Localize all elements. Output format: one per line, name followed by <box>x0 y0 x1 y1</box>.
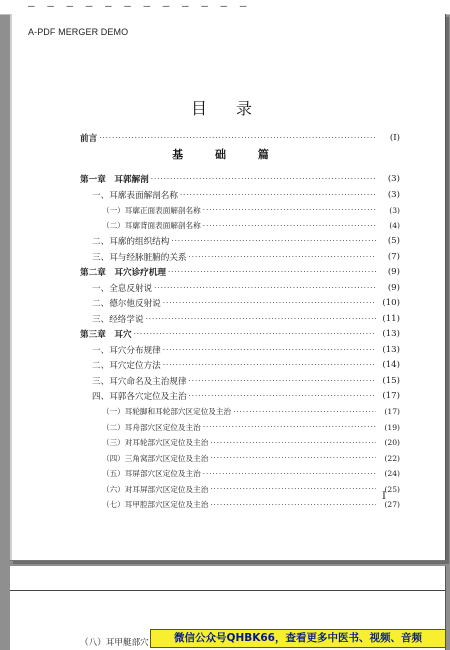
toc-row[interactable] <box>102 467 400 481</box>
toc-label: （六）对耳屏部穴区定位及主治 <box>102 484 209 494</box>
toc-leader-dots <box>210 454 376 462</box>
toc-leader-dots <box>171 237 376 245</box>
top-scroll-bar <box>0 0 450 15</box>
toc-page: (14) <box>382 360 400 370</box>
document-page <box>10 14 446 561</box>
toc-label: 二、德尔他反射说 <box>92 299 161 309</box>
toc-page: (3) <box>387 174 400 184</box>
toc-page: (7) <box>387 251 400 262</box>
toc-label: 三、耳与经脉脏腑的关系 <box>92 252 187 263</box>
toc-leader-dots <box>203 470 376 478</box>
toc-page: (11) <box>382 313 400 324</box>
toc-page: (3) <box>387 189 400 200</box>
toc-row[interactable] <box>102 482 400 496</box>
toc-row[interactable] <box>80 327 400 341</box>
toc-leader-dots <box>233 408 376 416</box>
toc-leader-dots <box>134 330 376 338</box>
toc-page: (24) <box>384 469 400 478</box>
toc-label: （一）耳廓正面表面解剖名称 <box>102 205 201 215</box>
toc-leader-dots <box>163 299 376 307</box>
toc-page: (19) <box>384 422 400 432</box>
toc-leader-dots <box>189 253 376 261</box>
page-edge <box>10 14 12 560</box>
toc-page: (13) <box>382 329 400 339</box>
toc-leader-dots <box>168 268 376 276</box>
toc-label: （二）耳廓背面表面解剖名称 <box>102 221 201 230</box>
toc-leader-dots <box>151 175 376 183</box>
promo-banner[interactable]: 微信公众号QHBK66，查看更多中医书、视频、音频 <box>150 629 446 648</box>
toc-leader-dots <box>189 392 376 400</box>
toc-label: 二、耳穴定位方法 <box>92 361 161 371</box>
toc-page: (13) <box>382 344 400 355</box>
header-rule <box>10 590 445 591</box>
toc-leader-dots <box>210 501 376 509</box>
toc-page: (10) <box>382 298 400 308</box>
toc-label: （一）耳轮脚和耳轮部穴区定位及主治 <box>102 407 232 416</box>
toc-leader-dots <box>163 361 376 369</box>
toc-row[interactable] <box>102 498 400 512</box>
page-number: Ⅰ <box>382 491 386 502</box>
toc-page: (4) <box>389 221 400 230</box>
toc-label: （二）耳舟部穴区定位及主治 <box>102 422 201 432</box>
toc-row[interactable] <box>92 389 400 403</box>
toc-row[interactable] <box>102 203 400 217</box>
toc-row[interactable] <box>102 436 400 450</box>
toc-label: （三）对耳轮部穴区定位及主治 <box>102 438 209 447</box>
toc-page: (3) <box>389 205 400 215</box>
toc-label: 四、耳郭各穴定位及主治 <box>92 392 187 402</box>
toc-row-preface[interactable] <box>80 131 400 145</box>
partial-toc-row: （八）耳甲艇部穴 <box>80 638 149 648</box>
toc-row[interactable] <box>102 451 400 465</box>
toc-label: 前言 <box>80 134 98 144</box>
toc-page: (20) <box>384 438 400 447</box>
toc-label: 三、经络学说 <box>92 314 144 325</box>
toc-page: (15) <box>382 375 400 386</box>
toc-label: （七）耳甲腔部穴区定位及主治 <box>102 500 209 509</box>
toc-leader-dots <box>210 439 376 447</box>
toc-row[interactable] <box>80 265 400 279</box>
toc-page: (22) <box>384 453 400 463</box>
toc-leader-dots <box>146 315 376 323</box>
toc-page: (17) <box>384 407 400 416</box>
toc-row[interactable] <box>102 405 400 419</box>
toc-label: （五）耳屏部穴区定位及主治 <box>102 469 201 478</box>
toc-row[interactable] <box>102 420 400 434</box>
toc-row[interactable] <box>92 343 400 357</box>
toc-label: （四）三角窝部穴区定位及主治 <box>102 453 209 463</box>
toc-leader-dots <box>203 222 376 230</box>
toc-leader-dots <box>203 206 376 214</box>
toc-row[interactable] <box>92 234 400 248</box>
page-title: 目 录 <box>190 99 265 118</box>
toc-page: (27) <box>384 500 400 509</box>
toc-row[interactable] <box>92 358 400 372</box>
toc-row[interactable] <box>92 188 400 202</box>
toc-leader-dots <box>203 423 376 431</box>
toc-row[interactable] <box>92 281 400 295</box>
toc-page: (17) <box>382 391 400 401</box>
toc-label: 三、耳穴命名及主治规律 <box>92 376 187 387</box>
toc-row[interactable] <box>92 374 400 388</box>
toc-row[interactable] <box>80 172 400 186</box>
toc-label: 二、耳廓的组织结构 <box>92 237 170 247</box>
toc-row[interactable] <box>92 296 400 310</box>
toc-leader-dots <box>180 191 376 199</box>
toc-label: 第一章 耳郭解剖 <box>80 175 149 185</box>
watermark-text: A-PDF MERGER DEMO <box>28 27 129 37</box>
toc-label: 第三章 耳穴 <box>80 330 132 340</box>
toc-leader-dots <box>163 346 376 354</box>
toc-page: (25) <box>384 484 400 494</box>
toc-page: (9) <box>387 282 400 293</box>
toc-label: 一、耳穴分布规律 <box>92 345 161 356</box>
toc-page: (9) <box>387 267 400 277</box>
toc-leader-dots <box>99 134 376 142</box>
page-break-marks: — — — — — — — — — — — — <box>28 0 250 12</box>
toc-row[interactable] <box>102 219 400 233</box>
toc-leader-dots <box>154 284 376 292</box>
toc-row[interactable] <box>92 312 400 326</box>
toc-label: 第二章 耳穴诊疗机理 <box>80 268 166 278</box>
toc-page: (5) <box>387 236 400 246</box>
toc-leader-dots <box>189 377 376 385</box>
toc-page: (Ⅰ) <box>389 133 400 143</box>
toc-label: 一、全息反射说 <box>92 283 153 294</box>
toc-label: 一、耳廓表面解剖名称 <box>92 190 178 201</box>
toc-leader-dots <box>210 485 376 493</box>
toc-row[interactable] <box>92 250 400 264</box>
section-title: 基 础 篇 <box>172 148 283 161</box>
